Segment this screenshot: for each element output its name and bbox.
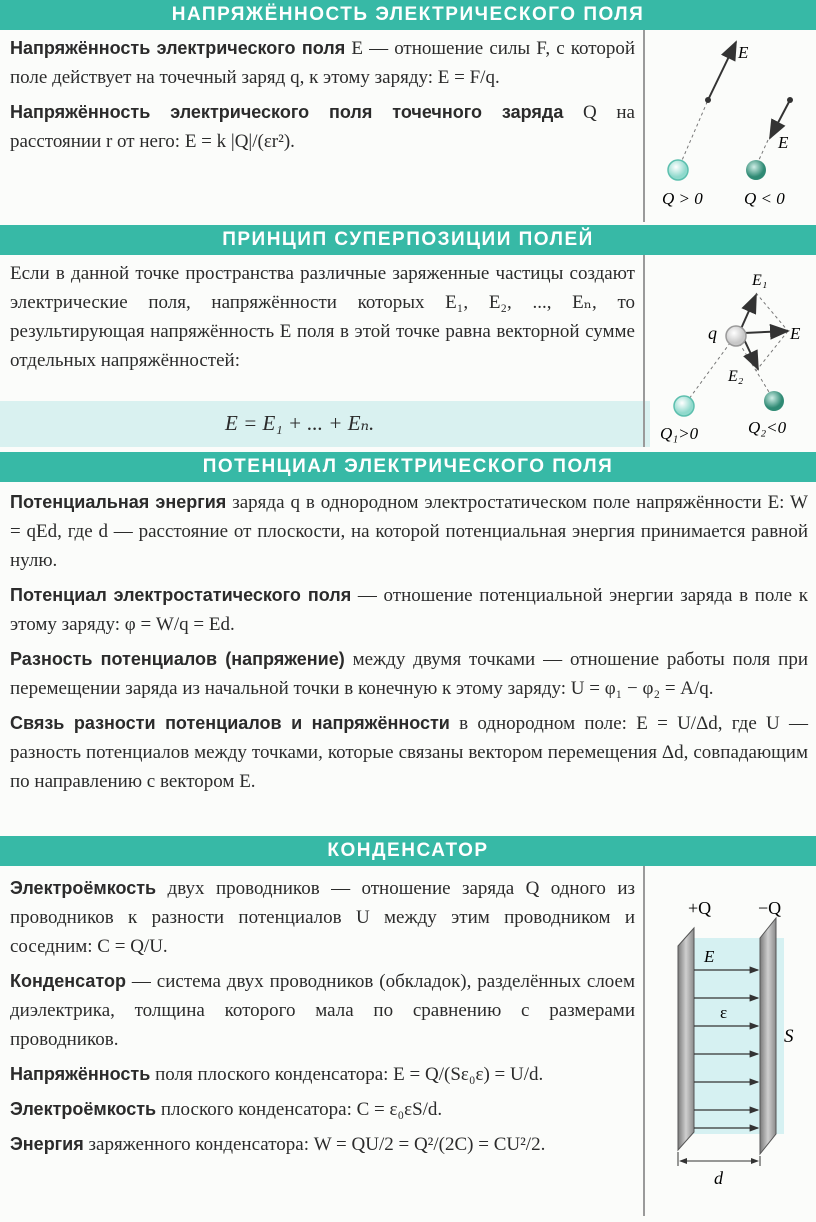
parallelogram-line	[756, 331, 788, 371]
paragraph	[10, 259, 635, 375]
capacitor-figure	[648, 866, 816, 1206]
label-s: S	[784, 1026, 794, 1047]
label-epsilon: ε	[720, 1003, 728, 1022]
section-capacitor	[0, 866, 816, 1216]
term: Энергия	[10, 1134, 84, 1154]
negative-charge	[764, 391, 784, 411]
column-divider	[643, 866, 645, 1216]
paragraph-text: в однородном поле: E = U/Δd, где U — разность потенциалов между точками, которые связаны вектором перемещения Δd, совпадающим по направлению с вектором E.	[10, 713, 808, 792]
paragraph-text: заряда q в однородном электростатическом поле напряжённости E: W = qEd, где d — расстояние от плоскости, на которой потенциальная энергия принимается равной нулю.	[10, 492, 808, 571]
term: Связь разности потенциалов и напряжённости	[10, 713, 450, 733]
parallelogram-line	[756, 293, 788, 331]
term: Электроёмкость	[10, 878, 157, 898]
paragraph	[10, 581, 808, 639]
positive-plate	[678, 928, 694, 1150]
field-vector-arrow	[708, 42, 736, 100]
term: Напряжённость электрического поля	[10, 38, 346, 58]
section-heading-field-strength: НАПРЯЖЁННОСТЬ ЭЛЕКТРИЧЕСКОГО ПОЛЯ	[0, 0, 816, 30]
paragraph-text: — отношение потенциальной энергии заряда в поле к этому заряду: φ = W/q = Ed.	[10, 585, 808, 635]
field-line	[680, 100, 708, 165]
term: Потенциал электростатического поля	[10, 585, 352, 605]
point-dot	[705, 97, 711, 103]
label-minus-q: −Q	[758, 898, 782, 918]
paragraph-text: плоского конденсатора: C = ε₀εS/d.	[156, 1099, 443, 1120]
section-text	[10, 488, 808, 796]
label-d: d	[714, 1168, 723, 1188]
section-text	[10, 259, 635, 375]
point-dot	[787, 97, 793, 103]
term: Напряжённость	[10, 1064, 151, 1084]
vector-e1-arrow	[740, 295, 756, 331]
superposition-formula: E = E₁ + ... + Eₙ.	[225, 411, 375, 435]
section-field-strength	[0, 30, 816, 222]
field-line	[686, 343, 730, 403]
section-potential	[0, 482, 816, 827]
term: Конденсатор	[10, 971, 126, 991]
term: Потенциальная энергия	[10, 492, 227, 512]
charge-label-negative: Q < 0	[744, 189, 785, 208]
charge-label-positive: Q₁>0	[660, 424, 699, 443]
term: Напряжённость электрического поля точечного заряда	[10, 102, 564, 122]
test-charge	[726, 326, 746, 346]
label-plus-q: +Q	[688, 898, 712, 918]
section-text	[10, 874, 635, 1159]
positive-charge	[668, 160, 688, 180]
paragraph-text: заряженного конденсатора: W = QU/2 = Q²/(2C) = CU²/2.	[83, 1134, 546, 1155]
section-heading-potential: ПОТЕНЦИАЛ ЭЛЕКТРИЧЕСКОГО ПОЛЯ	[0, 452, 816, 482]
section-text	[10, 34, 635, 156]
paragraph	[10, 488, 808, 575]
paragraph	[10, 1130, 635, 1159]
paragraph-text: — система двух проводников (обкладок), разделённых слоем диэлектрика, толщина которого мала по сравнению с размерами проводников.	[10, 971, 635, 1050]
negative-charge	[746, 160, 766, 180]
paragraph-text: Q на расстоянии r от него: E = k |Q|/(εr²).	[10, 102, 635, 152]
charge-label-negative: Q₂<0	[748, 418, 787, 437]
column-divider	[643, 30, 645, 222]
paragraph	[10, 1095, 635, 1124]
paragraph-text: E — отношение силы F, с которой поле действует на точечный заряд q, к этому заряду: E = F/q.	[10, 38, 635, 88]
paragraph	[10, 874, 635, 961]
negative-plate	[760, 918, 776, 1154]
section-heading-superposition: ПРИНЦИП СУПЕРПОЗИЦИИ ПОЛЕЙ	[0, 225, 816, 255]
positive-charge	[674, 396, 694, 416]
superposition-figure	[648, 255, 816, 447]
paragraph-text: двух проводников — отношение заряда Q одного из проводников к разности потенциалов U между этим проводником и соседним: C = Q/U.	[10, 878, 635, 957]
paragraph-text: Если в данной точке пространства различные заряженные частицы создают электрические поля, напряжённости которых E₁, E₂, ..., Eₙ, то результирующая напряжённость E поля в этой точке равна векторной сумме отдельных напряжённостей:	[10, 263, 635, 371]
term: Электроёмкость	[10, 1099, 157, 1119]
paragraph	[10, 1060, 635, 1089]
vector-e-arrow	[744, 331, 788, 333]
paragraph-text: поля плоского конденсатора: E = Q/(Sε₀ε) = U/d.	[150, 1064, 544, 1085]
paragraph	[10, 34, 635, 92]
field-line	[758, 140, 768, 162]
paragraph	[10, 98, 635, 156]
term: Разность потенциалов (напряжение)	[10, 649, 345, 669]
paragraph	[10, 709, 808, 796]
label-q: q	[708, 323, 717, 343]
label-e1: E₁	[752, 272, 768, 289]
section-superposition	[0, 255, 816, 447]
label-e: E	[704, 947, 715, 966]
point-charge-figure	[648, 30, 816, 222]
section-heading-capacitor: КОНДЕНСАТОР	[0, 836, 816, 866]
column-divider	[643, 255, 645, 447]
paragraph-text: между двумя точками — отношение работы поля при перемещении заряда из начальной точки в конечную к этому заряду: U = φ₁ − φ₂ = A/q.	[10, 649, 808, 699]
paragraph	[10, 645, 808, 703]
vector-label-e: E	[738, 43, 749, 62]
label-e: E	[790, 324, 801, 343]
paragraph	[10, 967, 635, 1054]
vector-label-e: E	[778, 133, 789, 152]
label-e2: E₂	[728, 368, 744, 385]
charge-label-positive: Q > 0	[662, 189, 703, 208]
